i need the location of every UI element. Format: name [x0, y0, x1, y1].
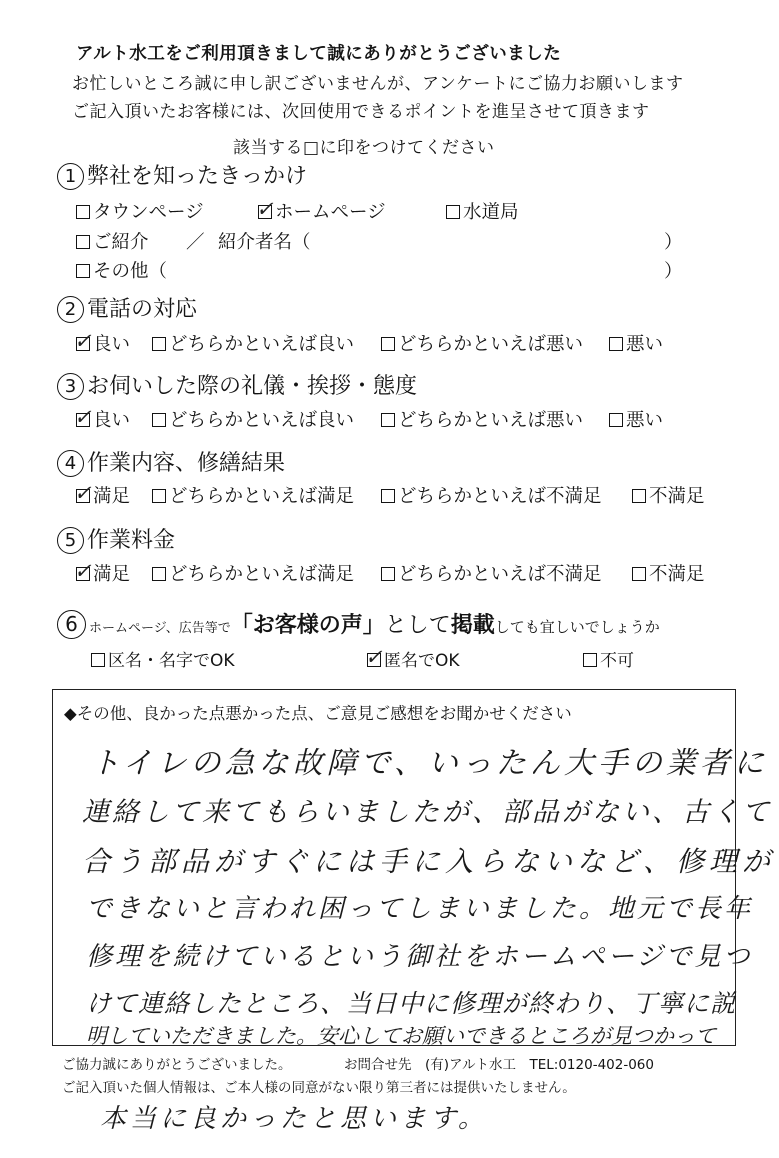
- checkbox[interactable]: [609, 337, 623, 351]
- q6-toshite: として: [384, 613, 451, 638]
- checkbox-checked[interactable]: [74, 329, 92, 353]
- q2-title-text: 電話の対応: [87, 297, 198, 322]
- checkbox[interactable]: [446, 205, 460, 219]
- handwritten-line-6: けて連絡したところ、当日中に修理が終わり、丁寧に説: [86, 989, 737, 1018]
- checkbox-checked[interactable]: [256, 197, 274, 221]
- option-label: どちらかといえば悪い: [398, 410, 584, 431]
- q1-option-water[interactable]: [446, 198, 519, 224]
- q3-option-rather-good[interactable]: [152, 406, 354, 432]
- option-label: ご紹介: [93, 232, 149, 253]
- q6-number: 6: [57, 610, 86, 639]
- checkmark-icon: ✓: [365, 645, 383, 669]
- q3-option-rather-bad[interactable]: [381, 406, 583, 432]
- footer-contact: お問合せ先 (有)アルト水工 TEL:0120-402-060: [344, 1057, 654, 1073]
- q6-suffix: しても宜しいでしょうか: [494, 618, 660, 636]
- q1-intro-name-label: 紹介者名（: [218, 232, 311, 253]
- q4-title-text: 作業内容、修繕結果: [87, 451, 286, 476]
- q6-title: [57, 608, 660, 639]
- option-label: 良い: [93, 410, 131, 431]
- handwritten-line-2: 連絡して来てもらいましたが、部品がない、古くて: [82, 797, 772, 828]
- checkbox[interactable]: [609, 413, 623, 427]
- q1-number: 1: [57, 163, 84, 190]
- q3-number: 3: [57, 373, 84, 400]
- q1-option-other[interactable]: [76, 257, 167, 283]
- q3-title-text: お伺いした際の礼儀・挨拶・態度: [87, 374, 418, 399]
- option-label: どちらかといえば悪い: [398, 334, 584, 355]
- option-label: ホームページ: [275, 202, 386, 223]
- q1-option-intro[interactable]: [76, 228, 149, 254]
- checkbox-checked[interactable]: [74, 559, 92, 583]
- q5-number: 5: [57, 527, 84, 554]
- checkbox[interactable]: [381, 413, 395, 427]
- option-label: その他（: [93, 261, 168, 282]
- checkbox[interactable]: [152, 337, 166, 351]
- q6-option-name-ok[interactable]: [91, 646, 235, 671]
- checkbox[interactable]: [381, 337, 395, 351]
- header-request: お忙しいところ誠に申し訳ございませんが、アンケートにご協力お願いします: [72, 74, 684, 94]
- option-label: 満足: [93, 564, 131, 585]
- q4-option-rather-unsatisfied[interactable]: [381, 482, 602, 508]
- q2-title: [57, 292, 197, 323]
- q4-option-unsatisfied[interactable]: [632, 482, 705, 508]
- q4-option-satisfied[interactable]: [76, 482, 130, 508]
- checkbox-checked[interactable]: [74, 481, 92, 505]
- q5-option-rather-satisfied[interactable]: [152, 560, 354, 586]
- handwritten-line-3: 合う部品がすぐには手に入らないなど、修理が: [82, 845, 776, 878]
- option-label: どちらかといえば満足: [169, 564, 355, 585]
- option-label: 不可: [600, 651, 634, 671]
- checkbox[interactable]: [381, 489, 395, 503]
- q4-number: 4: [57, 450, 84, 477]
- checkbox[interactable]: [152, 489, 166, 503]
- checkbox[interactable]: [583, 653, 597, 667]
- q1-option-town[interactable]: [76, 198, 204, 224]
- checkbox[interactable]: [152, 567, 166, 581]
- q6-option-no[interactable]: [583, 646, 634, 671]
- checkbox[interactable]: [76, 235, 90, 249]
- q1-title-text: 弊社を知ったきっかけ: [87, 164, 308, 189]
- q5-title-text: 作業料金: [87, 528, 176, 553]
- option-label: 不満足: [649, 564, 705, 585]
- handwritten-line-4: できないと言われ困ってしまいました。地元で長年: [86, 894, 754, 924]
- checkbox[interactable]: [76, 205, 90, 219]
- option-label: 悪い: [626, 410, 664, 431]
- q4-title: [57, 446, 285, 477]
- checkbox[interactable]: [76, 264, 90, 278]
- option-label: どちらかといえば良い: [169, 410, 355, 431]
- q1-other-close: ）: [664, 261, 683, 282]
- q5-title: [57, 523, 175, 554]
- checkbox[interactable]: [91, 653, 105, 667]
- option-label: どちらかといえば満足: [169, 486, 355, 507]
- option-label: 悪い: [626, 334, 664, 355]
- q2-number: 2: [57, 296, 84, 323]
- handwritten-line-7: 明していただきました。安心してお願いできるところが見つかって: [86, 1024, 716, 1048]
- q3-option-bad[interactable]: [609, 406, 663, 432]
- q6-prefix: ホームページ、広告等で: [89, 621, 231, 636]
- q3-title: [57, 369, 417, 400]
- footer-privacy: ご記入頂いた個人情報は、ご本人様の同意がない限り第三者には提供いたしません。: [62, 1080, 576, 1096]
- checkmark-icon: ✓: [256, 197, 274, 221]
- checkbox[interactable]: [152, 413, 166, 427]
- checkbox[interactable]: [381, 567, 395, 581]
- handwritten-line-5: 修理を続けているという御社をホームページで見つ: [86, 942, 753, 972]
- q5-option-rather-unsatisfied[interactable]: [381, 560, 602, 586]
- checkbox[interactable]: [632, 489, 646, 503]
- checkmark-icon: ✓: [74, 481, 92, 505]
- q2-option-bad[interactable]: [609, 330, 663, 356]
- checkbox-checked[interactable]: [74, 405, 92, 429]
- q4-option-rather-satisfied[interactable]: [152, 482, 354, 508]
- handwritten-line-1: トイレの急な故障で、いったん大手の業者に: [90, 746, 768, 781]
- comment-header: ◆その他、良かった点悪かった点、ご意見ご感想をお聞かせください: [64, 704, 572, 723]
- header-title: アルト水工をご利用頂きまして誠にありがとうございました: [76, 44, 562, 64]
- option-label: 区名・名字でOK: [108, 651, 235, 671]
- option-label: どちらかといえば不満足: [398, 564, 602, 585]
- checkmark-icon: ✓: [74, 329, 92, 353]
- q6-option-anonymous-ok[interactable]: [367, 646, 460, 671]
- instruction-text: 該当する□に印をつけてください: [233, 138, 495, 158]
- q1-intro-close: ）: [664, 232, 683, 253]
- q3-option-good[interactable]: [76, 406, 130, 432]
- checkmark-icon: ✓: [74, 559, 92, 583]
- q1-option-home[interactable]: [258, 198, 386, 224]
- q2-option-good[interactable]: [76, 330, 130, 356]
- q1-slash: ／: [186, 232, 205, 253]
- option-label: 不満足: [649, 486, 705, 507]
- q2-option-rather-bad[interactable]: [381, 330, 583, 356]
- q6-voice: 「お客様の声」: [230, 613, 385, 638]
- option-label: どちらかといえば不満足: [398, 486, 602, 507]
- q6-keisai: 掲載: [450, 613, 495, 638]
- option-label: タウンページ: [93, 202, 204, 223]
- checkbox[interactable]: [632, 567, 646, 581]
- q1-title: [57, 159, 307, 190]
- checkmark-icon: ✓: [74, 405, 92, 429]
- q5-option-satisfied[interactable]: [76, 560, 130, 586]
- option-label: 匿名でOK: [384, 651, 460, 671]
- checkbox-checked[interactable]: [365, 645, 383, 669]
- handwritten-last-line: 本当に良かったと思います。: [100, 1104, 488, 1134]
- q5-option-unsatisfied[interactable]: [632, 560, 705, 586]
- option-label: 良い: [93, 334, 131, 355]
- header-points: ご記入頂いたお客様には、次回使用できるポイントを進呈させて頂きます: [72, 102, 650, 122]
- q2-option-rather-good[interactable]: [152, 330, 354, 356]
- option-label: 水道局: [463, 202, 519, 223]
- footer-thanks: ご協力誠にありがとうございました。: [62, 1057, 292, 1073]
- option-label: どちらかといえば良い: [169, 334, 355, 355]
- option-label: 満足: [93, 486, 131, 507]
